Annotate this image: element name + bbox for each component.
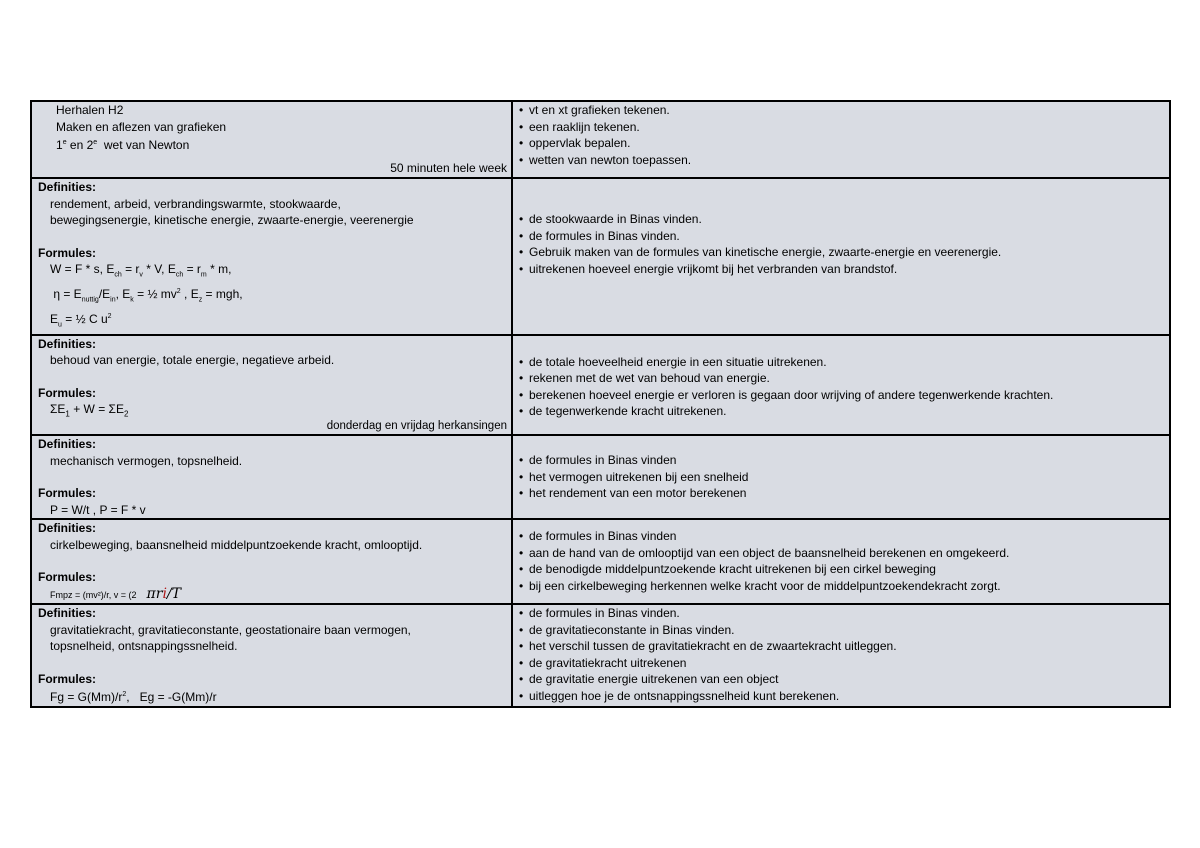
definition-line: bewegingsenergie, kinetische energie, zwaarte-energie, veerenergie: [50, 213, 414, 227]
topic-cell: [31, 335, 512, 435]
formula-line: $\Sigma E_1 + W = \Sigma E_2$: [50, 402, 129, 419]
formulas-label: Formules:: [38, 385, 97, 400]
definitions-label: Definities:: [38, 336, 97, 351]
goal-item: • bij een cirkelbeweging herkennen welke kracht voor de middelpuntzoekendekracht zorgt.: [519, 578, 1165, 595]
definition-line: behoud van energie, totale energie, negatieve arbeid.: [50, 353, 335, 368]
formulas-label: Formules:: [38, 570, 97, 585]
goal-item: • Gebruik maken van de formules van kinetische energie, zwaarte-energie en veerenergie.: [519, 244, 1165, 261]
definitions-label: Definities:: [38, 606, 97, 621]
goals-cell: [512, 335, 1170, 435]
table-row: [31, 435, 1170, 519]
goal-item: • de formules in Binas vinden: [519, 452, 1165, 469]
formula-line: W = F * s, $E_{ch} = r_v * V$, $E_{ch} = r_m * m$,: [50, 262, 232, 279]
definitions-label: Definities:: [38, 437, 97, 452]
definitions-label: Definities:: [38, 521, 97, 536]
definition-line: gravitatiekracht, gravitatieconstante, geostationaire baan vermogen,: [50, 622, 411, 637]
formula-line: $Fg = G(Mm)/r^2$, Eg = -G(Mm)/r: [50, 690, 217, 705]
formula-line: $E_u$ = ½ C $u^2$: [50, 311, 112, 329]
table-row: [31, 335, 1170, 435]
goal-item: • rekenen met de wet van behoud van energie.: [519, 370, 1165, 387]
topic-cell: [31, 435, 512, 519]
retake-note: donderdag en vrijdag herkansingen: [326, 420, 507, 433]
planning-table: [30, 100, 1171, 708]
goal-item: • de formules in Binas vinden.: [519, 228, 1165, 245]
goal-item: • het verschil tussen de gravitatiekracht en de zwaartekracht uitleggen.: [519, 638, 1165, 655]
goal-item: • een raaklijn tekenen.: [519, 119, 1165, 136]
formulas-label: Formules:: [38, 486, 97, 501]
goal-item: • de formules in Binas vinden.: [519, 605, 1165, 622]
goal-item: • de tegenwerkende kracht uitrekenen.: [519, 403, 1165, 420]
goal-item: • uitleggen hoe je de ontsnappingssnelheid kunt berekenen.: [519, 688, 1165, 705]
goal-item: • uitrekenen hoeveel energie vrijkomt bij het verbranden van brandstof.: [519, 261, 1165, 278]
topic-cell: [31, 101, 512, 178]
goal-item: • het vermogen uitrekenen bij een snelheid: [519, 469, 1165, 486]
topic-line: Maken en aflezen van grafieken: [56, 119, 227, 134]
goal-item: • de formules in Binas vinden: [519, 528, 1165, 545]
goal-item: • berekenen hoeveel energie er verloren is gegaan door wrijving of andere tegenwerkende krachten.: [519, 387, 1165, 404]
goal-item: • de totale hoeveelheid energie in een situatie uitrekenen.: [519, 354, 1165, 371]
time-note: 50 minuten hele week: [390, 160, 507, 175]
goals-cell: [512, 519, 1170, 604]
goal-item: • oppervlak bepalen.: [519, 135, 1165, 152]
goal-item: • wetten van newton toepassen.: [519, 152, 1165, 169]
formula-line: $\eta = E_{nuttig}/E_{in}$, $E_k$ = ½ $mv^2$ , $E_z$ = mgh,: [50, 286, 243, 304]
goals-cell: [512, 178, 1170, 335]
goal-item: • de benodigde middelpuntzoekende kracht uitrekenen bij een cirkel beweging: [519, 561, 1165, 578]
table-row: [31, 101, 1170, 178]
goal-item: • de gravitatieconstante in Binas vinden.: [519, 622, 1165, 639]
formula-line: Fmpz = (mv²)/r, v = (2 πri/T: [50, 585, 181, 602]
goals-cell: [512, 435, 1170, 519]
definition-line: cirkelbeweging, baansnelheid middelpuntzoekende kracht, omlooptijd.: [50, 537, 423, 552]
formulas-label: Formules:: [38, 671, 97, 686]
topic-line: 1e en 2e wet van Newton: [56, 138, 190, 152]
topic-cell: [31, 519, 512, 604]
table-row: [31, 519, 1170, 604]
goal-item: • de gravitatie energie uitrekenen van een object: [519, 671, 1165, 688]
goal-item: • aan de hand van de omlooptijd van een object de baansnelheid berekenen en omgekeerd.: [519, 545, 1165, 562]
definitions-label: Definities:: [38, 180, 97, 194]
goal-item: • het rendement van een motor berekenen: [519, 485, 1165, 502]
definition-line: mechanisch vermogen, topsnelheid.: [50, 453, 243, 468]
topic-cell: [31, 604, 512, 707]
table-row: [31, 178, 1170, 335]
table-row: [31, 604, 1170, 707]
definition-line: topsnelheid, ontsnappingssnelheid.: [50, 639, 238, 654]
goal-item: • de stookwaarde in Binas vinden.: [519, 211, 1165, 228]
formula-line: P = W/t , P = F * v: [50, 502, 146, 517]
topic-cell: [31, 178, 512, 335]
definition-line: rendement, arbeid, verbrandingswarmte, stookwaarde,: [50, 196, 341, 211]
goal-item: • de gravitatiekracht uitrekenen: [519, 655, 1165, 672]
goals-cell: [512, 604, 1170, 707]
goal-item: • vt en xt grafieken tekenen.: [519, 102, 1165, 119]
formulas-label: Formules:: [38, 245, 97, 260]
topic-line: Herhalen H2: [56, 103, 124, 117]
goals-cell: [512, 101, 1170, 178]
